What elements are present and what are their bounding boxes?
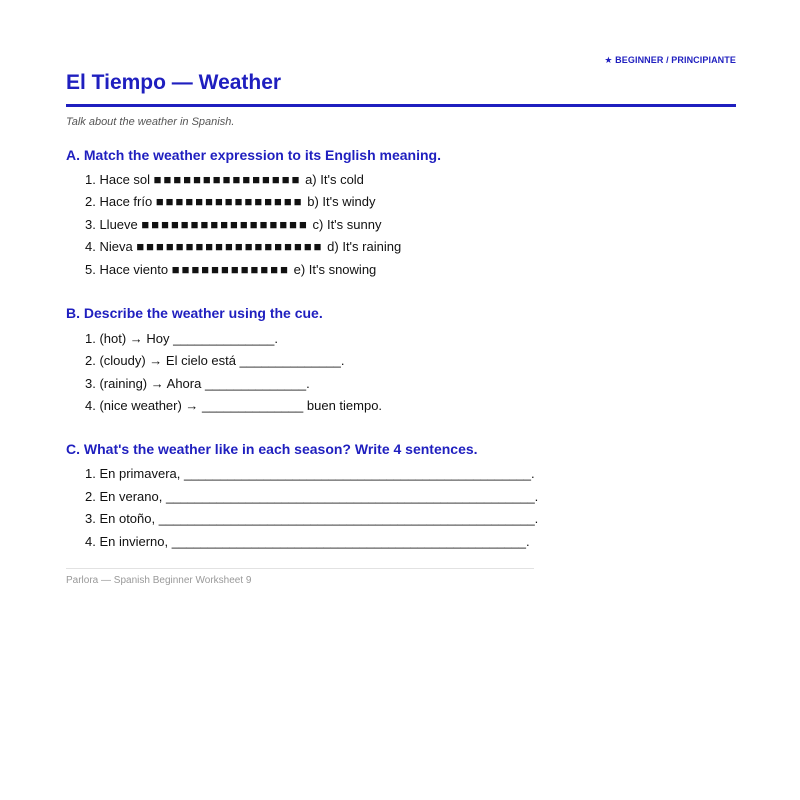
match-item-meaning: d) It's raining (327, 239, 402, 254)
match-connector: ■■■■■■■■■■■■ (171, 262, 290, 277)
writing-item: 4. En invierno, _________________________________________________. (85, 534, 530, 549)
match-item (85, 217, 381, 232)
match-item-term: 4. Nieva (85, 239, 133, 254)
match-item-term: 1. Hace sol (85, 172, 151, 187)
match-connector: ■■■■■■■■■■■■■■■■■■■ (136, 239, 324, 254)
match-item-meaning: c) It's sunny (312, 217, 382, 232)
page-subtitle: Talk about the weather in Spanish. (66, 116, 235, 128)
match-item-meaning: a) It's cold (305, 172, 364, 187)
match-connector: ■■■■■■■■■■■■■■■■■ (141, 217, 309, 232)
match-item-meaning: e) It's snowing (293, 262, 377, 277)
writing-item: 3. En otoño, ____________________________________________________. (85, 511, 539, 526)
fill-in-item: 1. (hot) → Hoy ______________. (85, 331, 278, 346)
page-title: El Tiempo — Weather (66, 71, 282, 94)
section-b-heading: B. Describe the weather using the cue. (66, 305, 323, 321)
page-footer: Parlora — Spanish Beginner Worksheet 9 (66, 575, 252, 586)
writing-item: 2. En verano, ___________________________________________________. (85, 489, 539, 504)
match-item-term: 5. Hace viento (85, 262, 169, 277)
match-item (85, 239, 401, 254)
fill-in-item: 2. (cloudy) → El cielo está ______________. (85, 353, 345, 368)
match-item (85, 194, 375, 209)
match-item-term: 2. Hace frío (85, 194, 153, 209)
section-c-heading: C. What's the weather like in each season? Write 4 sentences. (66, 441, 478, 457)
match-connector: ■■■■■■■■■■■■■■■ (153, 172, 302, 187)
match-connector: ■■■■■■■■■■■■■■■ (155, 194, 304, 209)
match-item (85, 172, 364, 187)
section-a-heading: A. Match the weather expression to its English meaning. (66, 147, 441, 163)
writing-item: 1. En primavera, ________________________________________________. (85, 466, 535, 481)
fill-in-item: 4. (nice weather) → ______________ buen tiempo. (85, 398, 383, 413)
match-item (85, 262, 376, 277)
footer-divider (66, 568, 534, 569)
fill-in-item: 3. (raining) → Ahora ______________. (85, 376, 310, 391)
match-item-meaning: b) It's windy (307, 194, 376, 209)
title-divider (66, 104, 736, 107)
level-badge: ★ BEGINNER / PRINCIPIANTE (604, 55, 736, 65)
match-item-term: 3. Llueve (85, 217, 138, 232)
